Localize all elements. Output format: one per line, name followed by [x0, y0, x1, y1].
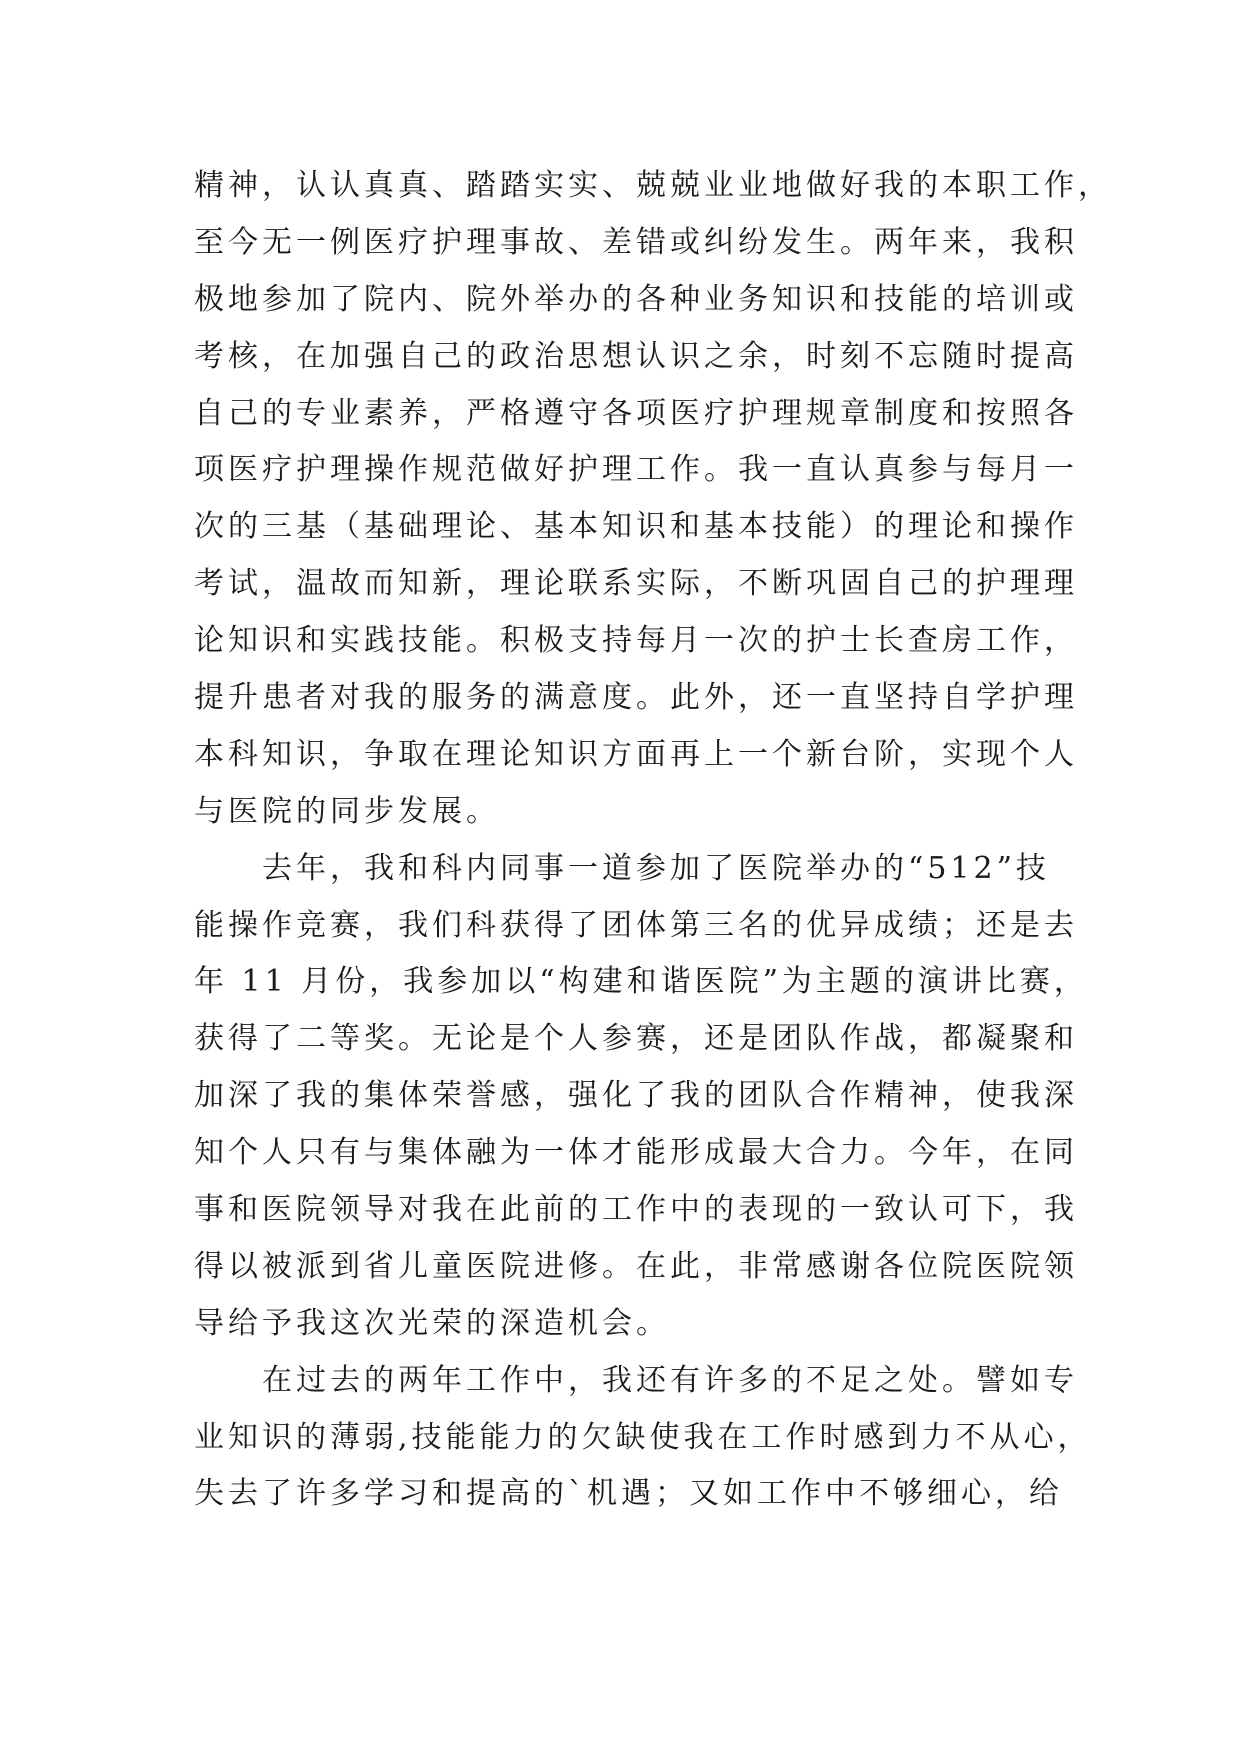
- text-line: 年 11 月份，我参加以“构建和谐医院”为主题的演讲比赛，: [194, 964, 1088, 1000]
- text-line: 提升患者对我的服务的满意度。此外，还一直坚持自学护理: [194, 680, 1078, 716]
- text-line: 精神，认认真真、踏踏实实、兢兢业业地做好我的本职工作，: [194, 168, 1112, 203]
- text-line: 项医疗护理操作规范做好护理工作。我一直认真参与每月一: [194, 452, 1078, 488]
- text-line: 导给予我这次光荣的深造机会。: [194, 1305, 670, 1341]
- text-line: 次的三基（基础理论、基本知识和基本技能）的理论和操作: [194, 509, 1078, 545]
- text-line: 失去了许多学习和提高的`机遇；又如工作中不够细心，给: [194, 1476, 1063, 1512]
- body-text: [194, 158, 1112, 1523]
- text-line: 与医院的同步发展。: [194, 793, 500, 829]
- text-line: 至今无一例医疗护理事故、差错或纠纷发生。两年来，我积: [194, 224, 1078, 260]
- text-line: 能操作竞赛，我们科获得了团体第三名的优异成绩；还是去: [194, 907, 1078, 943]
- text-line: 业知识的薄弱,技能能力的欠缺使我在工作时感到力不从心，: [194, 1419, 1092, 1455]
- text-line: 自己的专业素养，严格遵守各项医疗护理规章制度和按照各: [194, 395, 1078, 431]
- text-line: 获得了二等奖。无论是个人参赛，还是团队作战，都凝聚和: [194, 1021, 1078, 1057]
- paragraph-first-line: 在过去的两年工作中，我还有许多的不足之处。譬如专: [262, 1362, 1078, 1398]
- text-line: 考核，在加强自己的政治思想认识之余，时刻不忘随时提高: [194, 338, 1078, 374]
- text-line: 得以被派到省儿童医院进修。在此，非常感谢各位院医院领: [194, 1248, 1078, 1284]
- text-line: 知个人只有与集体融为一体才能形成最大合力。今年，在同: [194, 1135, 1078, 1171]
- text-line: 极地参加了院内、院外举办的各种业务知识和技能的培训或: [194, 281, 1078, 317]
- text-line: 事和医院领导对我在此前的工作中的表现的一致认可下，我: [194, 1192, 1078, 1228]
- text-line: 考试，温故而知新，理论联系实际，不断巩固自己的护理理: [194, 566, 1078, 602]
- text-line: 论知识和实践技能。积极支持每月一次的护士长查房工作，: [194, 623, 1078, 659]
- text-line: 本科知识，争取在理论知识方面再上一个新台阶，实现个人: [194, 736, 1078, 772]
- paragraph-first-line: 去年，我和科内同事一道参加了医院举办的“512”技: [262, 850, 1050, 886]
- text-line: 加深了我的集体荣誉感，强化了我的团队合作精神，使我深: [194, 1078, 1078, 1114]
